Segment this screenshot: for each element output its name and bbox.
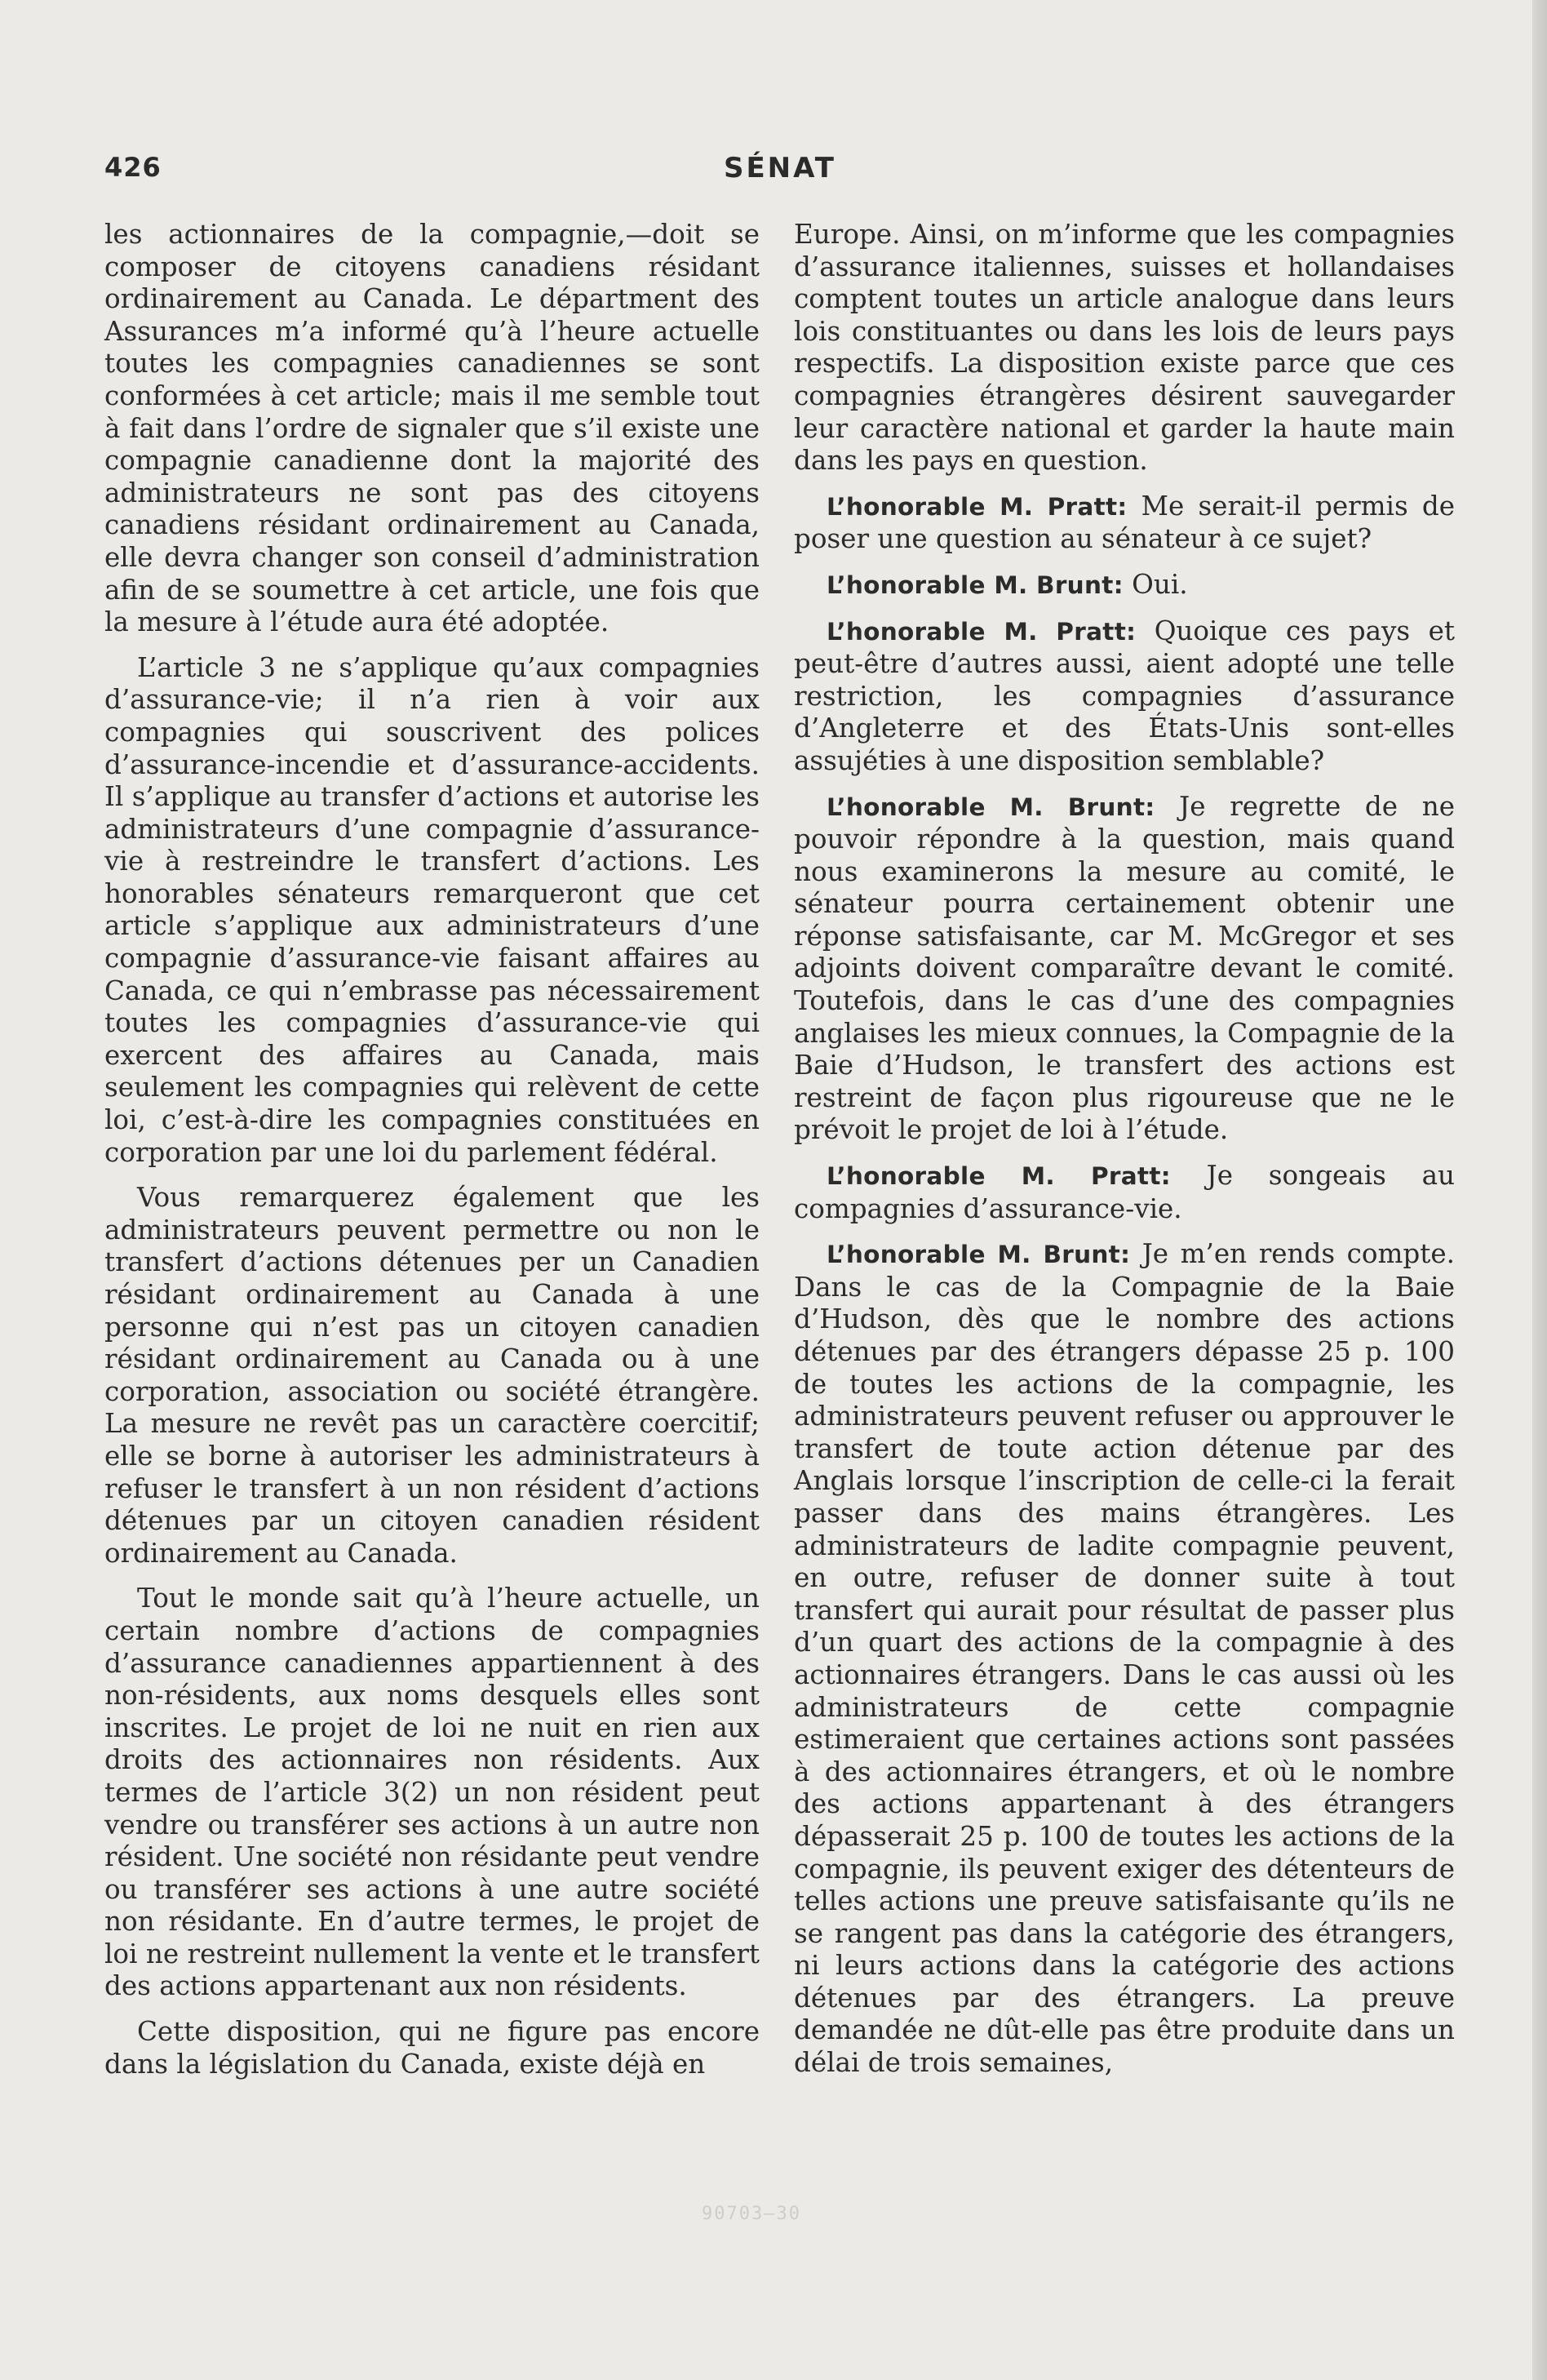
speaker-name: L’honorable M. Brunt: [827, 1241, 1131, 1269]
speech-text: Je m’en rends compte. Dans le cas de la Compagnie de la Baie d’Hudson, dès que le nombre des actions détenues par des étrangers dépasse 25 p. 100 de toutes les actions de la compagnie, les administrateurs peuvent refuser ou approuver le transfert de toute action détenue par des Anglais lorsque l’inscription de celle-ci la ferait passer dans des mains étrangères. Les administrateurs de ladite compagnie peuvent, en outre, refuser de donner suite à tout transfert qui aurait pour résultat de passer plus d’un quart des actions de la compagnie à des actionnaires étrangers. Dans le cas aussi où les administrateurs de cette compagnie estimeraient que certaines actions sont passées à des actionnaires étrangers, et où le nombre des actions appartenant à des étrangers dépasserait 25 p. 100 de toutes les actions de la compagnie, ils peuvent exiger des détenteurs de telles actions une preuve satisfaisante qu’ils ne se rangent pas dans la catégorie des étrangers, ni leurs actions dans la catégorie des actions détenues par des étrangers. La preuve demandée ne dût-elle pas être produite dans un délai de trois semaines, [794, 1238, 1455, 2079]
speech-brunt-1 [794, 569, 1455, 602]
speech-text: Quoique ces pays et peut-être d’autres aussi, aient adopté une telle restriction, les compagnies d’assurance d’Angleterre et des États-Unis sont-elles assujéties à une disposition semblable? [794, 615, 1455, 776]
speech-brunt-3 [794, 1238, 1455, 2079]
paragraph: Cette disposition, qui ne figure pas encore dans la législation du Canada, existe déjà en [104, 2016, 760, 2080]
right-column [794, 219, 1455, 2093]
paragraph: L’article 3 ne s’applique qu’aux compagnies d’assurance-vie; il n’a rien à voir aux compagnies qui souscrivent des polices d’assurance-incendie et d’assurance-accidents. Il s’applique au transfer d’actions et autorise les administrateurs d’une compagnie d’assurance-vie à restreindre le transfert d’actions. Les honorables sénateurs remarqueront que cet article s’applique aux administrateurs d’une compagnie d’assurance-vie faisant affaires au Canada, ce qui n’embrasse pas nécessairement toutes les compagnies d’assurance-vie qui exercent des affaires au Canada, mais seulement les compagnies qui relèvent de cette loi, c’est-à-dire les compagnies constituées en corporation par une loi du parlement fédéral. [104, 651, 760, 1168]
running-head: SÉNAT [723, 152, 837, 184]
speech-pratt-1 [794, 491, 1455, 556]
speech-pratt-2 [794, 615, 1455, 778]
paragraph: les actionnaires de la compagnie,—doit se composer de citoyens canadiens résidant ordinairement au Canada. Le départment des Assurances m’a informé qu’à l’heure actuelle toutes les compagnies canadiennes se sont conformées à cet article; mais il me semble tout à fait dans l’ordre de signaler que s’il existe une compagnie canadienne dont la majorité des administrateurs ne sont pas des citoyens canadiens résidant ordinairement au Canada, elle devra changer son conseil d’administration afin de se soumettre à cet article, une fois que la mesure à l’étude aura été adoptée. [104, 219, 760, 638]
speaker-name: L’honorable M. Pratt: [827, 492, 1128, 521]
paragraph: Europe. Ainsi, on m’informe que les compagnies d’assurance italiennes, suisses et hollandaises comptent toutes un article analogue dans leurs lois constituantes ou dans les lois de leurs pays respectifs. La disposition existe parce que ces compagnies étrangères désirent sauvegarder leur caractère national et garder la haute main dans les pays en question. [794, 219, 1455, 477]
print-signature: 90703—30 [702, 2204, 801, 2224]
speech-pratt-3 [794, 1160, 1455, 1225]
left-column [104, 219, 760, 2094]
speaker-name: L’honorable M. Pratt: [827, 1162, 1171, 1191]
paragraph: Tout le monde sait qu’à l’heure actuelle, un certain nombre d’actions de compagnies d’assurance canadiennes appartiennent à des non-résidents, aux noms desquels elles sont inscrites. Le projet de loi ne nuit en rien aux droits des actionnaires non résidents. Aux termes de l’article 3(2) un non résident peut vendre ou transférer ses actions à un autre non résident. Une société non résidante peut vendre ou transférer ses actions à une autre société non résidante. En d’autre termes, le projet de loi ne restreint nullement la vente et le transfert des actions appartenant aux non résidents. [104, 1583, 760, 2002]
speaker-name: L’honorable M. Pratt: [827, 617, 1137, 646]
scan-edge [1532, 0, 1547, 2380]
page-header [104, 152, 1456, 191]
speaker-name: L’honorable M. Brunt: [827, 571, 1124, 599]
speech-text: Je songeais au compagnies d’assurance-vie. [794, 1160, 1455, 1224]
speech-text: Oui. [1132, 568, 1188, 600]
speech-text: Me serait-il permis de poser une question au sénateur à ce sujet? [794, 490, 1455, 555]
page-number: 426 [104, 152, 162, 183]
speech-text: Je regrette de ne pouvoir répondre à la question, mais quand nous examinerons la mesure au comité, le sénateur pourra certainement obtenir une réponse satisfaisante, car M. McGregor et ses adjoints doivent comparaître devant le comité. Toutefois, dans le cas d’une des compagnies anglaises les mieux connues, la Compagnie de la Baie d’Hudson, le transfert des actions est restreint de façon plus rigoureuse que ne le prévoit le projet de loi à l’étude. [794, 790, 1456, 1146]
speech-brunt-2 [794, 791, 1455, 1148]
paragraph: Vous remarquerez également que les administrateurs peuvent permettre ou non le transfert d’actions détenues per un Canadien résidant ordinairement au Canada à une personne qui n’est pas un citoyen canadien résidant ordinairement au Canada ou à une corporation, association ou société étrangère. La mesure ne revêt pas un caractère coercitif; elle se borne à autoriser les administrateurs à refuser le transfert à un non résident d’actions détenues par un citoyen canadien résident ordinairement au Canada. [104, 1182, 760, 1569]
speaker-name: L’honorable M. Brunt: [827, 793, 1155, 821]
